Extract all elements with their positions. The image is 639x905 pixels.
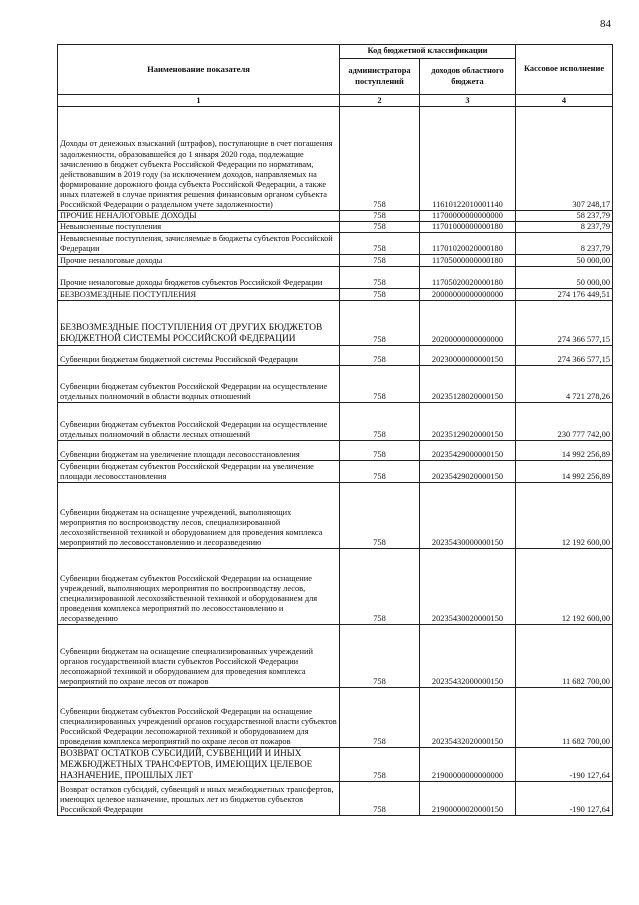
row-name: Субвенции бюджетам субъектов Российской Федерации на осуществление отдельных полномочий в области водных отношений bbox=[58, 366, 340, 403]
row-code: 11705000000000180 bbox=[420, 255, 516, 267]
row-name: Субвенции бюджетам субъектов Российской Федерации на увеличение площади лесовосстановления bbox=[58, 461, 340, 483]
row-admin: 758 bbox=[340, 625, 420, 688]
row-name: Субвенции бюджетам субъектов Российской Федерации на оснащение учреждений, выполняющих мероприятия по воспроизводству лесов, специализированной лесохозяйственной техникой и оборудованием для проведения комплекса мероприятий по лесовосстановлению и лесоразведению bbox=[58, 549, 340, 625]
row-admin: 758 bbox=[340, 748, 420, 782]
row-admin: 758 bbox=[340, 211, 420, 222]
row-code: 20200000000000000 bbox=[420, 301, 516, 346]
row-amount: 50 000,00 bbox=[516, 267, 613, 289]
row-code: 20235128020000150 bbox=[420, 366, 516, 403]
header-kbk-group: Код бюджетной классификации bbox=[340, 45, 516, 59]
row-name: Субвенции бюджетам на увеличение площади лесовосстановления bbox=[58, 441, 340, 461]
table-row bbox=[58, 211, 613, 222]
row-code: 11610122010001140 bbox=[420, 107, 516, 211]
table-row bbox=[58, 782, 613, 816]
budget-table bbox=[57, 44, 613, 816]
table-row bbox=[58, 267, 613, 289]
row-name: ПРОЧИЕ НЕНАЛОГОВЫЕ ДОХОДЫ bbox=[58, 211, 340, 222]
row-name: Субвенции бюджетам на оснащение специализированных учреждений органов государственной власти субъектов Российской Федерации лесопожарной техникой и оборудованием для проведения комплекса мероприятий по охране лесов от пожаров bbox=[58, 625, 340, 688]
row-admin: 758 bbox=[340, 346, 420, 366]
row-name: Субвенции бюджетам субъектов Российской Федерации на осуществление отдельных полномочий в области лесных отношений bbox=[58, 403, 340, 441]
row-code: 20235432000000150 bbox=[420, 625, 516, 688]
table-row bbox=[58, 625, 613, 688]
row-amount: 11 682 700,00 bbox=[516, 688, 613, 748]
col-number-3: 3 bbox=[420, 95, 516, 107]
row-name: Прочие неналоговые доходы bbox=[58, 255, 340, 267]
row-amount: 12 192 600,00 bbox=[516, 549, 613, 625]
col-number-1: 1 bbox=[58, 95, 340, 107]
row-name: Субвенции бюджетам субъектов Российской Федерации на оснащение специализированных учреждений органов государственной власти субъектов Российской Федерации лесопожарной техникой и оборудованием для проведения комплекса мероприятий по охране лесов от пожаров bbox=[58, 688, 340, 748]
row-admin: 758 bbox=[340, 461, 420, 483]
row-admin: 758 bbox=[340, 483, 420, 549]
table-row bbox=[58, 222, 613, 233]
header-name: Наименование показателя bbox=[58, 45, 340, 95]
row-amount: 8 237,79 bbox=[516, 222, 613, 233]
row-code: 21900000020000150 bbox=[420, 782, 516, 816]
row-amount: 230 777 742,00 bbox=[516, 403, 613, 441]
row-name: Невыясненные поступления bbox=[58, 222, 340, 233]
row-name: Доходы от денежных взысканий (штрафов), поступающие в счет погашения задолженности, образовавшейся до 1 января 2020 года, подлежащие зачислению в бюджет субъекта Российской Федерации по нормативам, действовавшим в 2019 году (за исключением доходов, направляемых на формирование дорожного фонда субъекта Российской Федерации, а также иных платежей в случае принятия решения финансовым органом субъекта Российской Федерации о раздельном учете задолженности) bbox=[58, 107, 340, 211]
table-row bbox=[58, 233, 613, 255]
page-number: 84 bbox=[600, 18, 611, 30]
row-code: 20235129020000150 bbox=[420, 403, 516, 441]
row-admin: 758 bbox=[340, 549, 420, 625]
row-admin: 758 bbox=[340, 688, 420, 748]
table-row bbox=[58, 255, 613, 267]
table-row bbox=[58, 441, 613, 461]
row-admin: 758 bbox=[340, 222, 420, 233]
row-code: 20000000000000000 bbox=[420, 289, 516, 301]
row-code: 20235430000000150 bbox=[420, 483, 516, 549]
table-row bbox=[58, 366, 613, 403]
row-name: Невыясненные поступления, зачисляемые в бюджеты субъектов Российской Федерации bbox=[58, 233, 340, 255]
row-code: 20230000000000150 bbox=[420, 346, 516, 366]
row-code: 11700000000000000 bbox=[420, 211, 516, 222]
row-name: ВОЗВРАТ ОСТАТКОВ СУБСИДИЙ, СУБВЕНЦИЙ И ИНЫХ МЕЖБЮДЖЕТНЫХ ТРАНСФЕРТОВ, ИМЕЮЩИХ ЦЕЛЕВОЕ НАЗНАЧЕНИЕ, ПРОШЛЫХ ЛЕТ bbox=[58, 748, 340, 782]
row-admin: 758 bbox=[340, 255, 420, 267]
row-admin: 758 bbox=[340, 441, 420, 461]
row-amount: 14 992 256,89 bbox=[516, 461, 613, 483]
table-row bbox=[58, 403, 613, 441]
row-amount: 4 721 278,26 bbox=[516, 366, 613, 403]
row-code: 20235429020000150 bbox=[420, 461, 516, 483]
row-name: Прочие неналоговые доходы бюджетов субъектов Российской Федерации bbox=[58, 267, 340, 289]
row-code: 20235430020000150 bbox=[420, 549, 516, 625]
row-code: 11701000000000180 bbox=[420, 222, 516, 233]
row-code: 20235429000000150 bbox=[420, 441, 516, 461]
row-amount: 274 366 577,15 bbox=[516, 301, 613, 346]
row-admin: 758 bbox=[340, 782, 420, 816]
row-amount: 8 237,79 bbox=[516, 233, 613, 255]
row-amount: 11 682 700,00 bbox=[516, 625, 613, 688]
row-amount: 12 192 600,00 bbox=[516, 483, 613, 549]
row-admin: 758 bbox=[340, 289, 420, 301]
table-row bbox=[58, 748, 613, 782]
row-name: БЕЗВОЗМЕЗДНЫЕ ПОСТУПЛЕНИЯ ОТ ДРУГИХ БЮДЖЕТОВ БЮДЖЕТНОЙ СИСТЕМЫ РОССИЙСКОЙ ФЕДЕРАЦИИ bbox=[58, 301, 340, 346]
row-amount: 58 237,79 bbox=[516, 211, 613, 222]
table-row bbox=[58, 346, 613, 366]
col-number-2: 2 bbox=[340, 95, 420, 107]
row-name: Возврат остатков субсидий, субвенций и иных межбюджетных трансфертов, имеющих целевое назначение, прошлых лет из бюджетов субъектов Российской Федерации bbox=[58, 782, 340, 816]
row-admin: 758 bbox=[340, 107, 420, 211]
table-row bbox=[58, 107, 613, 211]
row-admin: 758 bbox=[340, 301, 420, 346]
table-row bbox=[58, 483, 613, 549]
row-amount: -190 127,64 bbox=[516, 782, 613, 816]
header-income: доходов областного бюджета bbox=[420, 59, 516, 95]
row-amount: 274 176 449,51 bbox=[516, 289, 613, 301]
table-row bbox=[58, 289, 613, 301]
header-execution: Кассовое исполнение bbox=[516, 45, 613, 95]
row-amount: -190 127,64 bbox=[516, 748, 613, 782]
row-code: 20235432020000150 bbox=[420, 688, 516, 748]
row-amount: 307 248,17 bbox=[516, 107, 613, 211]
row-name: Субвенции бюджетам на оснащение учреждений, выполняющих мероприятия по воспроизводству лесов, специализированной лесохозяйственной техникой и оборудованием для проведения комплекса мероприятий по лесовосстановлению и лесоразведению bbox=[58, 483, 340, 549]
row-admin: 758 bbox=[340, 403, 420, 441]
row-admin: 758 bbox=[340, 366, 420, 403]
col-number-4: 4 bbox=[516, 95, 613, 107]
table-row bbox=[58, 461, 613, 483]
row-admin: 758 bbox=[340, 267, 420, 289]
table-row bbox=[58, 688, 613, 748]
row-code: 21900000000000000 bbox=[420, 748, 516, 782]
row-amount: 50 000,00 bbox=[516, 255, 613, 267]
row-name: БЕЗВОЗМЕЗДНЫЕ ПОСТУПЛЕНИЯ bbox=[58, 289, 340, 301]
row-amount: 274 366 577,15 bbox=[516, 346, 613, 366]
row-admin: 758 bbox=[340, 233, 420, 255]
table-row bbox=[58, 301, 613, 346]
row-code: 11701020020000180 bbox=[420, 233, 516, 255]
table-row bbox=[58, 549, 613, 625]
row-code: 11705020020000180 bbox=[420, 267, 516, 289]
row-name: Субвенции бюджетам бюджетной системы Российской Федерации bbox=[58, 346, 340, 366]
header-admin: администратора поступлений bbox=[340, 59, 420, 95]
row-amount: 14 992 256,89 bbox=[516, 441, 613, 461]
